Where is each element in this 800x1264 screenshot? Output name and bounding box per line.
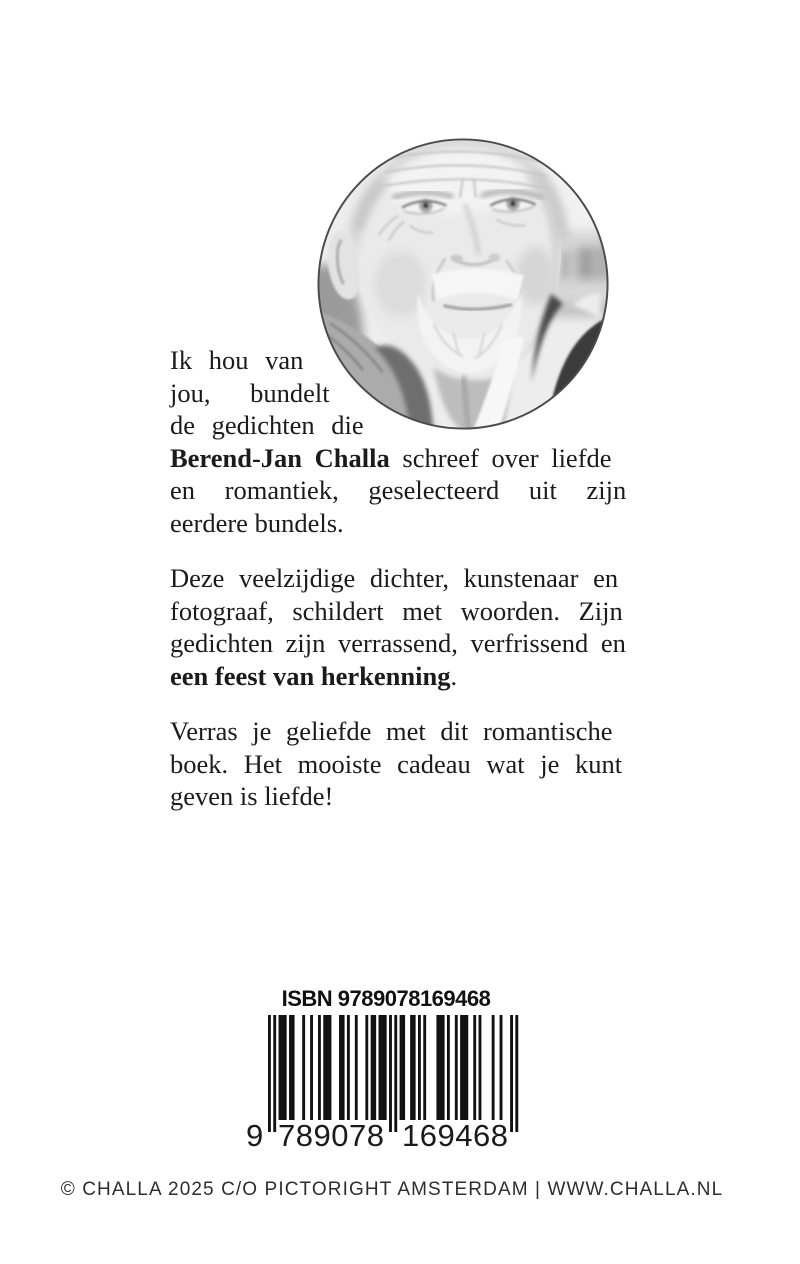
text-line: [170, 378, 330, 408]
text-line: [170, 563, 618, 593]
text-segment: eerdere bundels.: [170, 507, 344, 538]
ean13-barcode-image: [246, 1015, 526, 1150]
text-segment: gedichten zijn verrassend, verfrissend en: [170, 628, 626, 658]
text-line: [170, 475, 626, 505]
text-line: [170, 345, 303, 375]
isbn-label: ISBN 9789078169468: [281, 986, 491, 1011]
text-line: [170, 508, 344, 538]
text-line: [170, 596, 623, 626]
text-segment: geven is liefde!: [170, 781, 334, 811]
text-line: [170, 749, 622, 779]
text-segment: fotograaf, schildert met woorden. Zijn: [170, 595, 623, 626]
text-segment: en romantiek, geselecteerd uit zijn: [170, 475, 627, 505]
bold-emphasis: Berend-Jan Challa: [170, 442, 390, 473]
text-segment: Ik hou van: [170, 345, 304, 375]
isbn-barcode: [246, 1015, 526, 1150]
svg-text:789078: 789078: [278, 1118, 384, 1150]
text-segment: de gedichten die: [170, 410, 364, 440]
text-line: [170, 716, 613, 746]
text-line: [170, 628, 626, 658]
svg-text:169468: 169468: [402, 1118, 508, 1150]
text-line: [170, 661, 457, 691]
text-segment: Deze veelzijdige dichter, kunstenaar en: [170, 563, 619, 593]
text-segment: schreef over liefde: [389, 442, 612, 473]
text-line: [170, 443, 612, 473]
bio-paragraph-1: [170, 344, 632, 539]
bio-text-block: [170, 344, 632, 813]
text-segment: .: [450, 660, 458, 691]
text-line: [170, 781, 333, 811]
bio-paragraph-2: [170, 562, 632, 692]
text-segment: jou, bundelt: [170, 377, 330, 408]
text-segment: Verras je geliefde met dit romantische: [170, 716, 613, 746]
text-segment: boek. Het mooiste cadeau wat je kunt: [170, 748, 623, 779]
text-line: [170, 410, 364, 440]
bio-paragraph-3: [170, 715, 632, 813]
bold-emphasis: een feest van herkenning: [170, 660, 451, 691]
copyright-line: © CHALLA 2025 C/O PICTORIGHT AMSTERDAM | WWW.CHALLA.NL: [60, 1179, 724, 1200]
svg-text:9: 9: [246, 1118, 264, 1150]
